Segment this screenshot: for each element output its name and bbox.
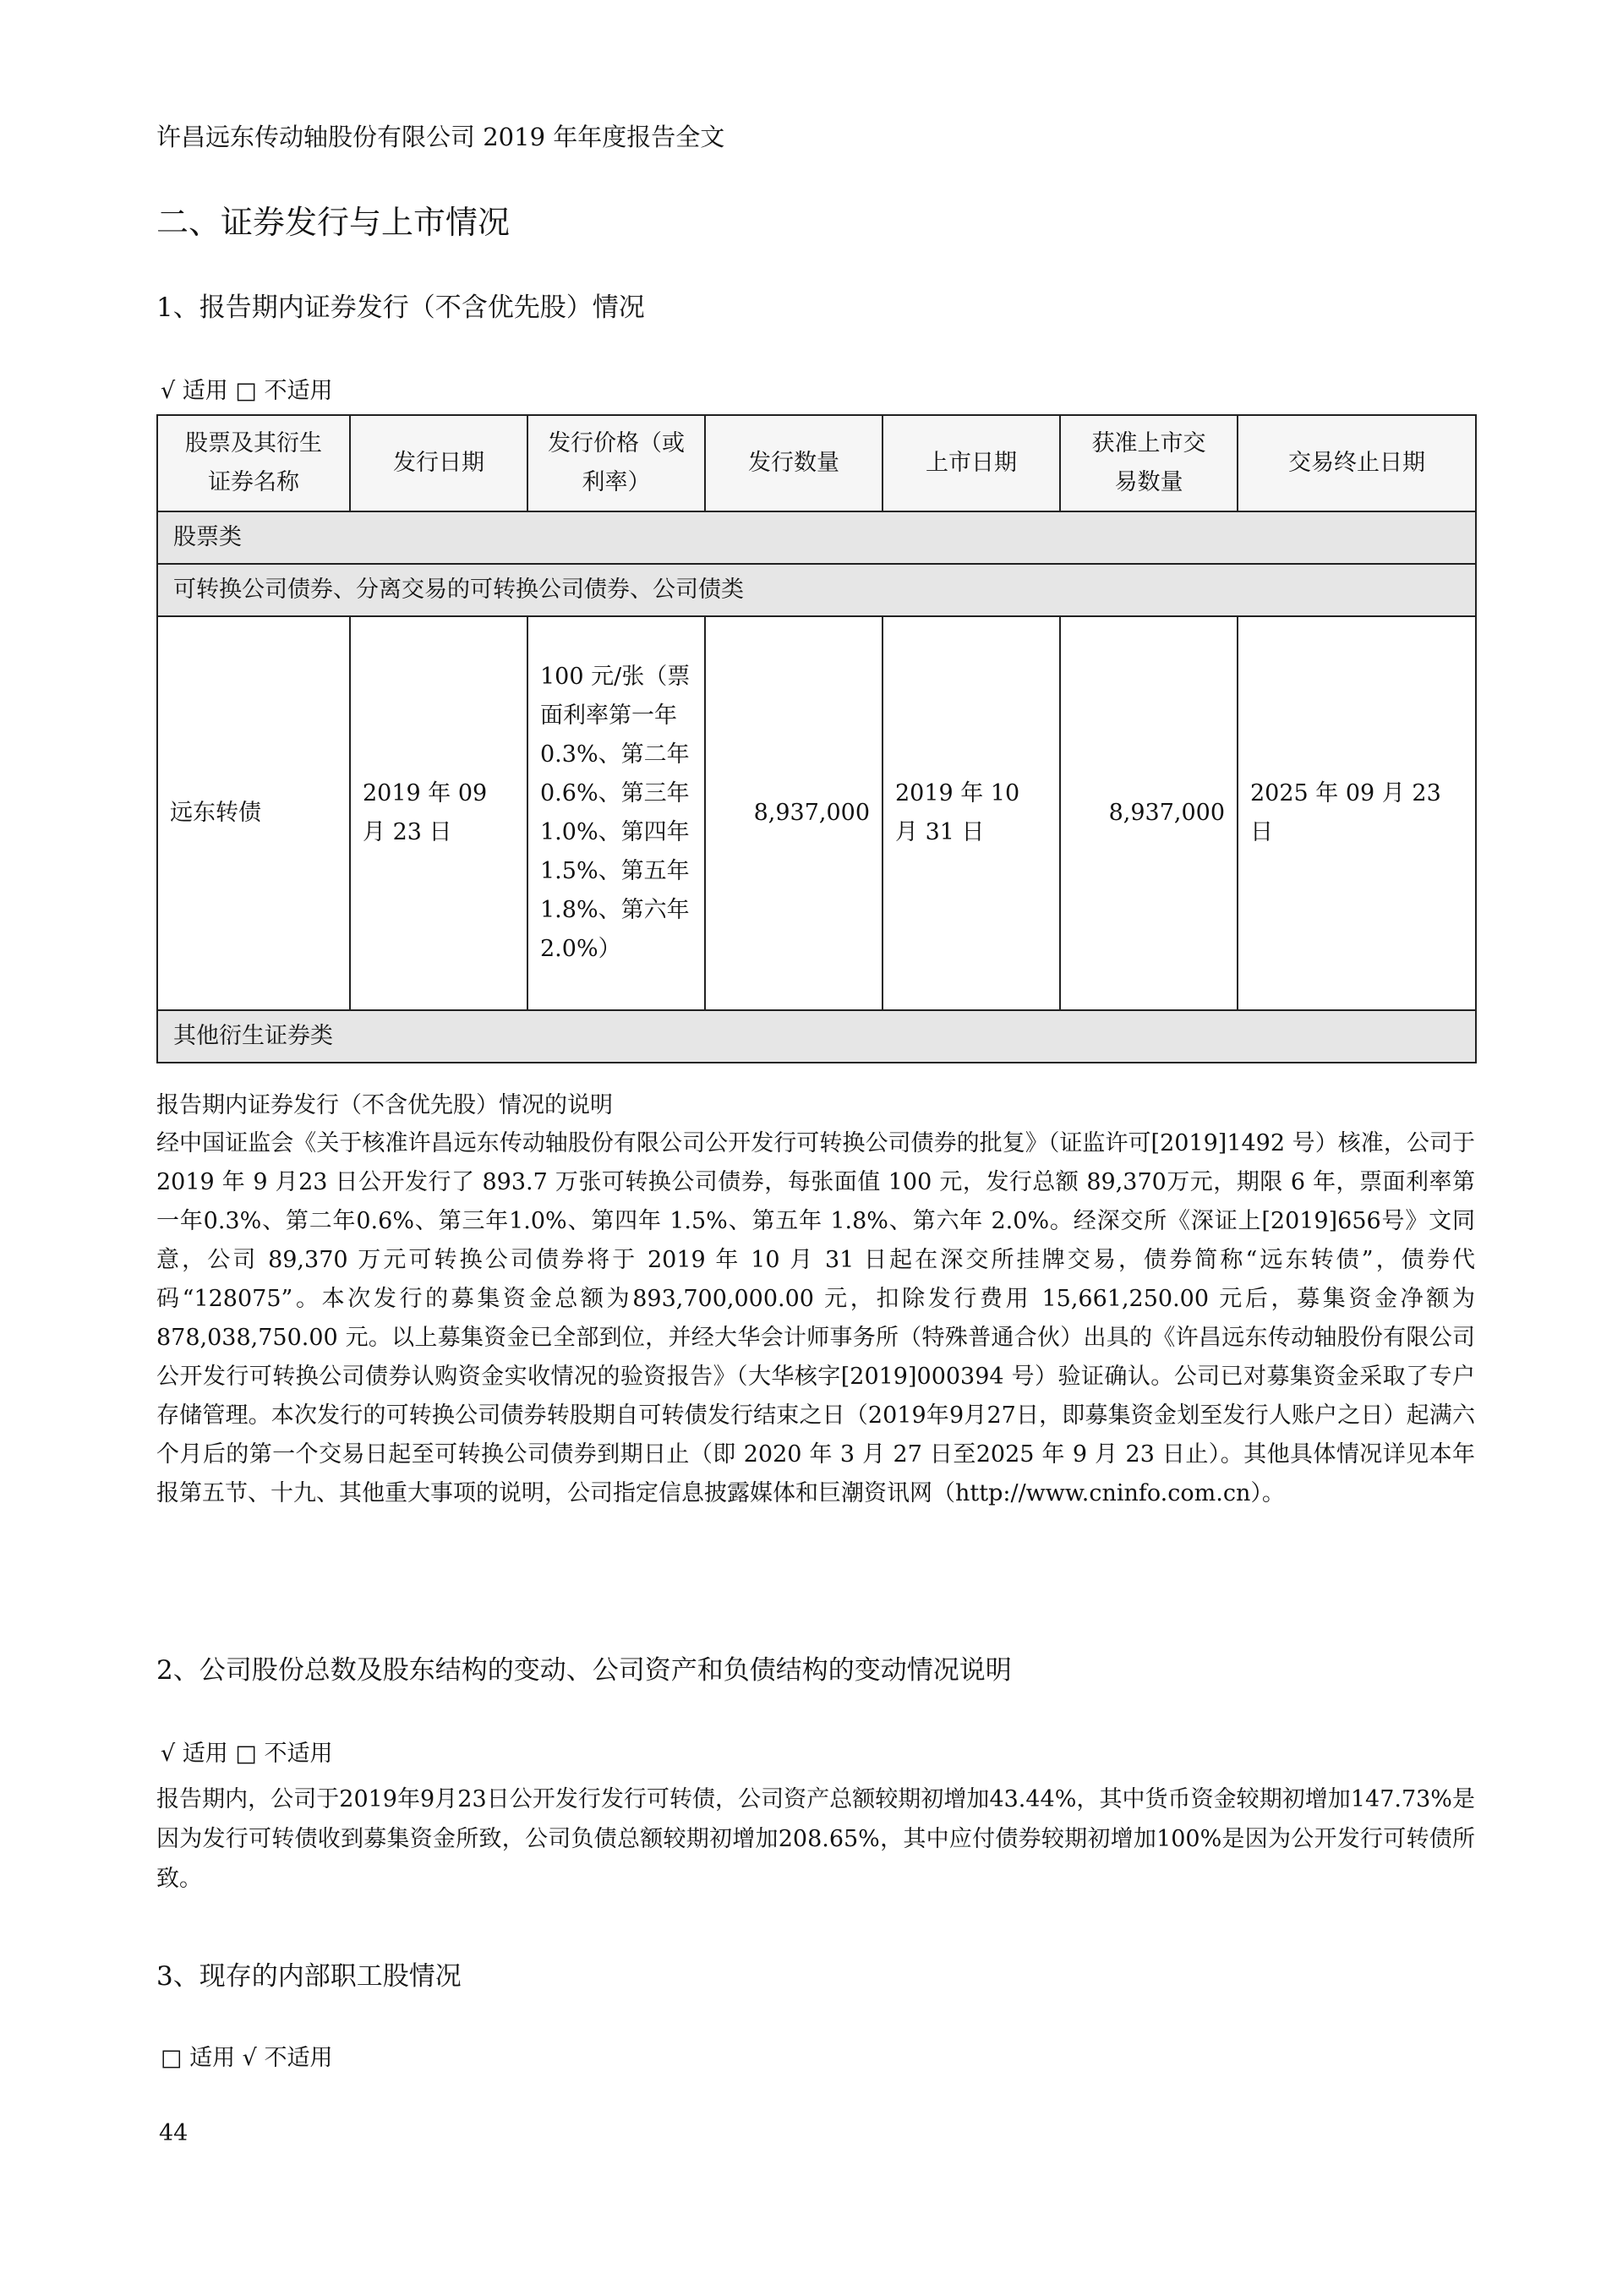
col-header-approved-quantity [1060, 415, 1238, 511]
category-row-stock [157, 511, 1476, 564]
table-row [157, 616, 1476, 1010]
col-header-line: 发行价格（或 [548, 430, 685, 457]
subsection-1-applicability: √ 适用 □ 不适用 [161, 378, 333, 404]
cell-security-name: 远东转债 [157, 616, 350, 1010]
subsection-2-text: 报告期内，公司于2019年9月23日公开发行发行可转债，公司资产总额较期初增加43.44%，其中货币资金较期初增加147.73%是因为发行可转债收到募集资金所致，公司负债总额较期初增加208.65%，其中应付债券较期初增加100%是因为公开发行可转债所致。 [156, 1786, 1475, 1892]
col-header-end-date: 交易终止日期 [1238, 415, 1476, 511]
col-header-line: 证券名称 [208, 469, 299, 495]
issue-note-text: 经中国证监会《关于核准许昌远东传动轴股份有限公司公开发行可转换公司债券的批复》（证监许可[2019]1492 号）核准，公司于 2019 年 9 月23 日公开发行了 893.7 万张可转换公司债券，每张面值 100 元，发行总额 89,370万元，期限 6 年，票面利率第一年0.3%、第二年0.6%、第三年1.0%、第四年 1.5%、第五年 1.8%、第六年 2.0%。经深交所《深证上[2019]656号》文同意，公司 89,370 万元可转换公司债券将于 2019 年 10 月 31 日起在深交所挂牌交易，债券简称“远东转债”，债券代码“128075”。本次发行的募集资金总额为893,700,000.00 元，扣除发行费用 15,661,250.00 元后，募集资金净额为878,038,750.00 元。以上募集资金已全部到位，并经大华会计师事务所（特殊普通合伙）出具的《许昌远东传动轴股份有限公司公开发行可转换公司债券认购资金实收情况的验资报告》（大华核字[2019]000394 号）验证确认。公司已对募集资金采取了专户存储管理。本次发行的可转换公司债券转股期自可转债发行结束之日（2019年9月27日，即募集资金划至发行人账户之日）起满六个月后的第一个交易日起至可转换公司债券到期日止（即 2020 年 3 月 27 日至2025 年 9 月 23 日止）。其他具体情况详见本年报第五节、十九、其他重大事项的说明，公司指定信息披露媒体和巨潮资讯网（http://www.cninfo.com.cn）。 [156, 1130, 1475, 1506]
col-header-line: 易数量 [1114, 469, 1183, 495]
cell-approved-quantity: 8,937,000 [1060, 616, 1238, 1010]
col-header-listing-date: 上市日期 [883, 415, 1060, 511]
cell-issue-date: 2019 年 09 月 23 日 [350, 616, 527, 1010]
category-row-bond [157, 564, 1476, 616]
subsection-2-heading: 2、公司股份总数及股东结构的变动、公司资产和负债结构的变动情况说明 [156, 1655, 1012, 1686]
col-header-issue-price [527, 415, 705, 511]
category-label: 其他衍生证券类 [157, 1010, 1476, 1063]
col-header-line: 股票及其衍生 [185, 430, 322, 457]
subsection-3-heading: 3、现存的内部职工股情况 [156, 1961, 462, 1992]
cell-listing-date: 2019 年 10 月 31 日 [883, 616, 1060, 1010]
category-label: 股票类 [157, 511, 1476, 564]
col-header-security-name [157, 415, 350, 511]
issue-note-label: 报告期内证券发行（不含优先股）情况的说明 [156, 1092, 613, 1118]
securities-issue-table [156, 414, 1477, 1063]
page-number: 44 [159, 2120, 189, 2146]
section-heading: 二、证券发行与上市情况 [156, 204, 511, 241]
col-header-issue-quantity: 发行数量 [705, 415, 883, 511]
category-label: 可转换公司债券、分离交易的可转换公司债券、公司债类 [157, 564, 1476, 616]
subsection-3-applicability: □ 适用 √ 不适用 [161, 2045, 333, 2071]
cell-issue-price: 100 元/张（票面利率第一年 0.3%、第二年 0.6%、第三年 1.0%、第四年 1.5%、第五年 1.8%、第六年 2.0%） [527, 616, 705, 1010]
col-header-line: 利率） [582, 469, 651, 495]
table-header-row [157, 415, 1476, 511]
category-row-other [157, 1010, 1476, 1063]
subsection-1-heading: 1、报告期内证券发行（不含优先股）情况 [156, 292, 645, 323]
subsection-2-applicability: √ 适用 □ 不适用 [161, 1741, 333, 1767]
col-header-issue-date: 发行日期 [350, 415, 527, 511]
cell-issue-quantity: 8,937,000 [705, 616, 883, 1010]
cell-end-date: 2025 年 09 月 23 日 [1238, 616, 1476, 1010]
report-header-title: 许昌远东传动轴股份有限公司 2019 年年度报告全文 [156, 123, 725, 151]
col-header-line: 获准上市交 [1091, 430, 1206, 457]
